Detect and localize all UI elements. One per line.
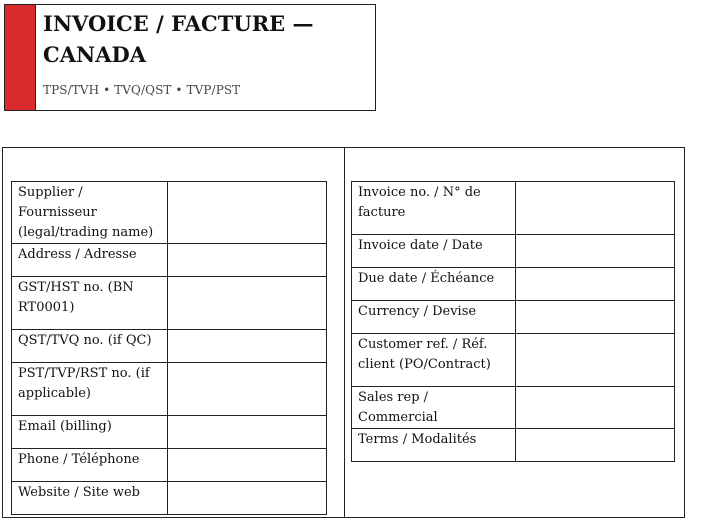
phone-label: Phone / Téléphone	[12, 449, 168, 482]
table-row	[12, 416, 327, 449]
table-row	[352, 235, 675, 268]
qst-number-field[interactable]	[168, 330, 327, 363]
address-field[interactable]	[168, 244, 327, 277]
website-label: Website / Site web	[12, 482, 168, 515]
due-date-field[interactable]	[516, 268, 675, 301]
email-field[interactable]	[168, 416, 327, 449]
currency-field[interactable]	[516, 301, 675, 334]
customer-ref-field[interactable]	[516, 334, 675, 387]
website-field[interactable]	[168, 482, 327, 515]
pst-number-label: PST/TVP/RST no. (if applicable)	[12, 363, 168, 416]
phone-field[interactable]	[168, 449, 327, 482]
table-row	[12, 277, 327, 330]
currency-label: Currency / Devise	[352, 301, 516, 334]
invoice-number-field[interactable]	[516, 182, 675, 235]
customer-ref-label: Customer ref. / Réf. client (PO/Contract)	[352, 334, 516, 387]
address-label: Address / Adresse	[12, 244, 168, 277]
supplier-name-label: Supplier / Fournisseur (legal/trading name)	[12, 182, 168, 244]
tax-types-subtitle: TPS/TVH • TVQ/QST • TVP/PST	[43, 83, 241, 97]
due-date-label: Due date / Échéance	[352, 268, 516, 301]
invoice-title: INVOICE / FACTURE — CANADA	[43, 11, 314, 67]
supplier-info-table	[11, 181, 327, 515]
gst-hst-number-label: GST/HST no. (BN RT0001)	[12, 277, 168, 330]
invoice-info-table	[351, 181, 675, 462]
pst-number-field[interactable]	[168, 363, 327, 416]
gst-hst-number-field[interactable]	[168, 277, 327, 330]
table-row	[12, 363, 327, 416]
table-row	[352, 334, 675, 387]
red-accent-bar	[5, 5, 36, 110]
table-row	[352, 387, 675, 429]
column-divider	[344, 148, 345, 517]
table-row	[12, 482, 327, 515]
invoice-date-label: Invoice date / Date	[352, 235, 516, 268]
qst-number-label: QST/TVQ no. (if QC)	[12, 330, 168, 363]
invoice-number-label: Invoice no. / N° de facture	[352, 182, 516, 235]
supplier-name-field[interactable]	[168, 182, 327, 244]
sales-rep-field[interactable]	[516, 387, 675, 429]
table-row	[352, 268, 675, 301]
sales-rep-label: Sales rep / Commercial	[352, 387, 516, 429]
table-row	[12, 330, 327, 363]
table-row	[12, 244, 327, 277]
table-row	[352, 182, 675, 235]
invoice-header	[4, 4, 376, 111]
terms-field[interactable]	[516, 429, 675, 462]
table-row	[12, 449, 327, 482]
table-row	[352, 301, 675, 334]
terms-label: Terms / Modalités	[352, 429, 516, 462]
email-label: Email (billing)	[12, 416, 168, 449]
invoice-date-field[interactable]	[516, 235, 675, 268]
details-section	[2, 147, 685, 518]
table-row	[352, 429, 675, 462]
table-row	[12, 182, 327, 244]
